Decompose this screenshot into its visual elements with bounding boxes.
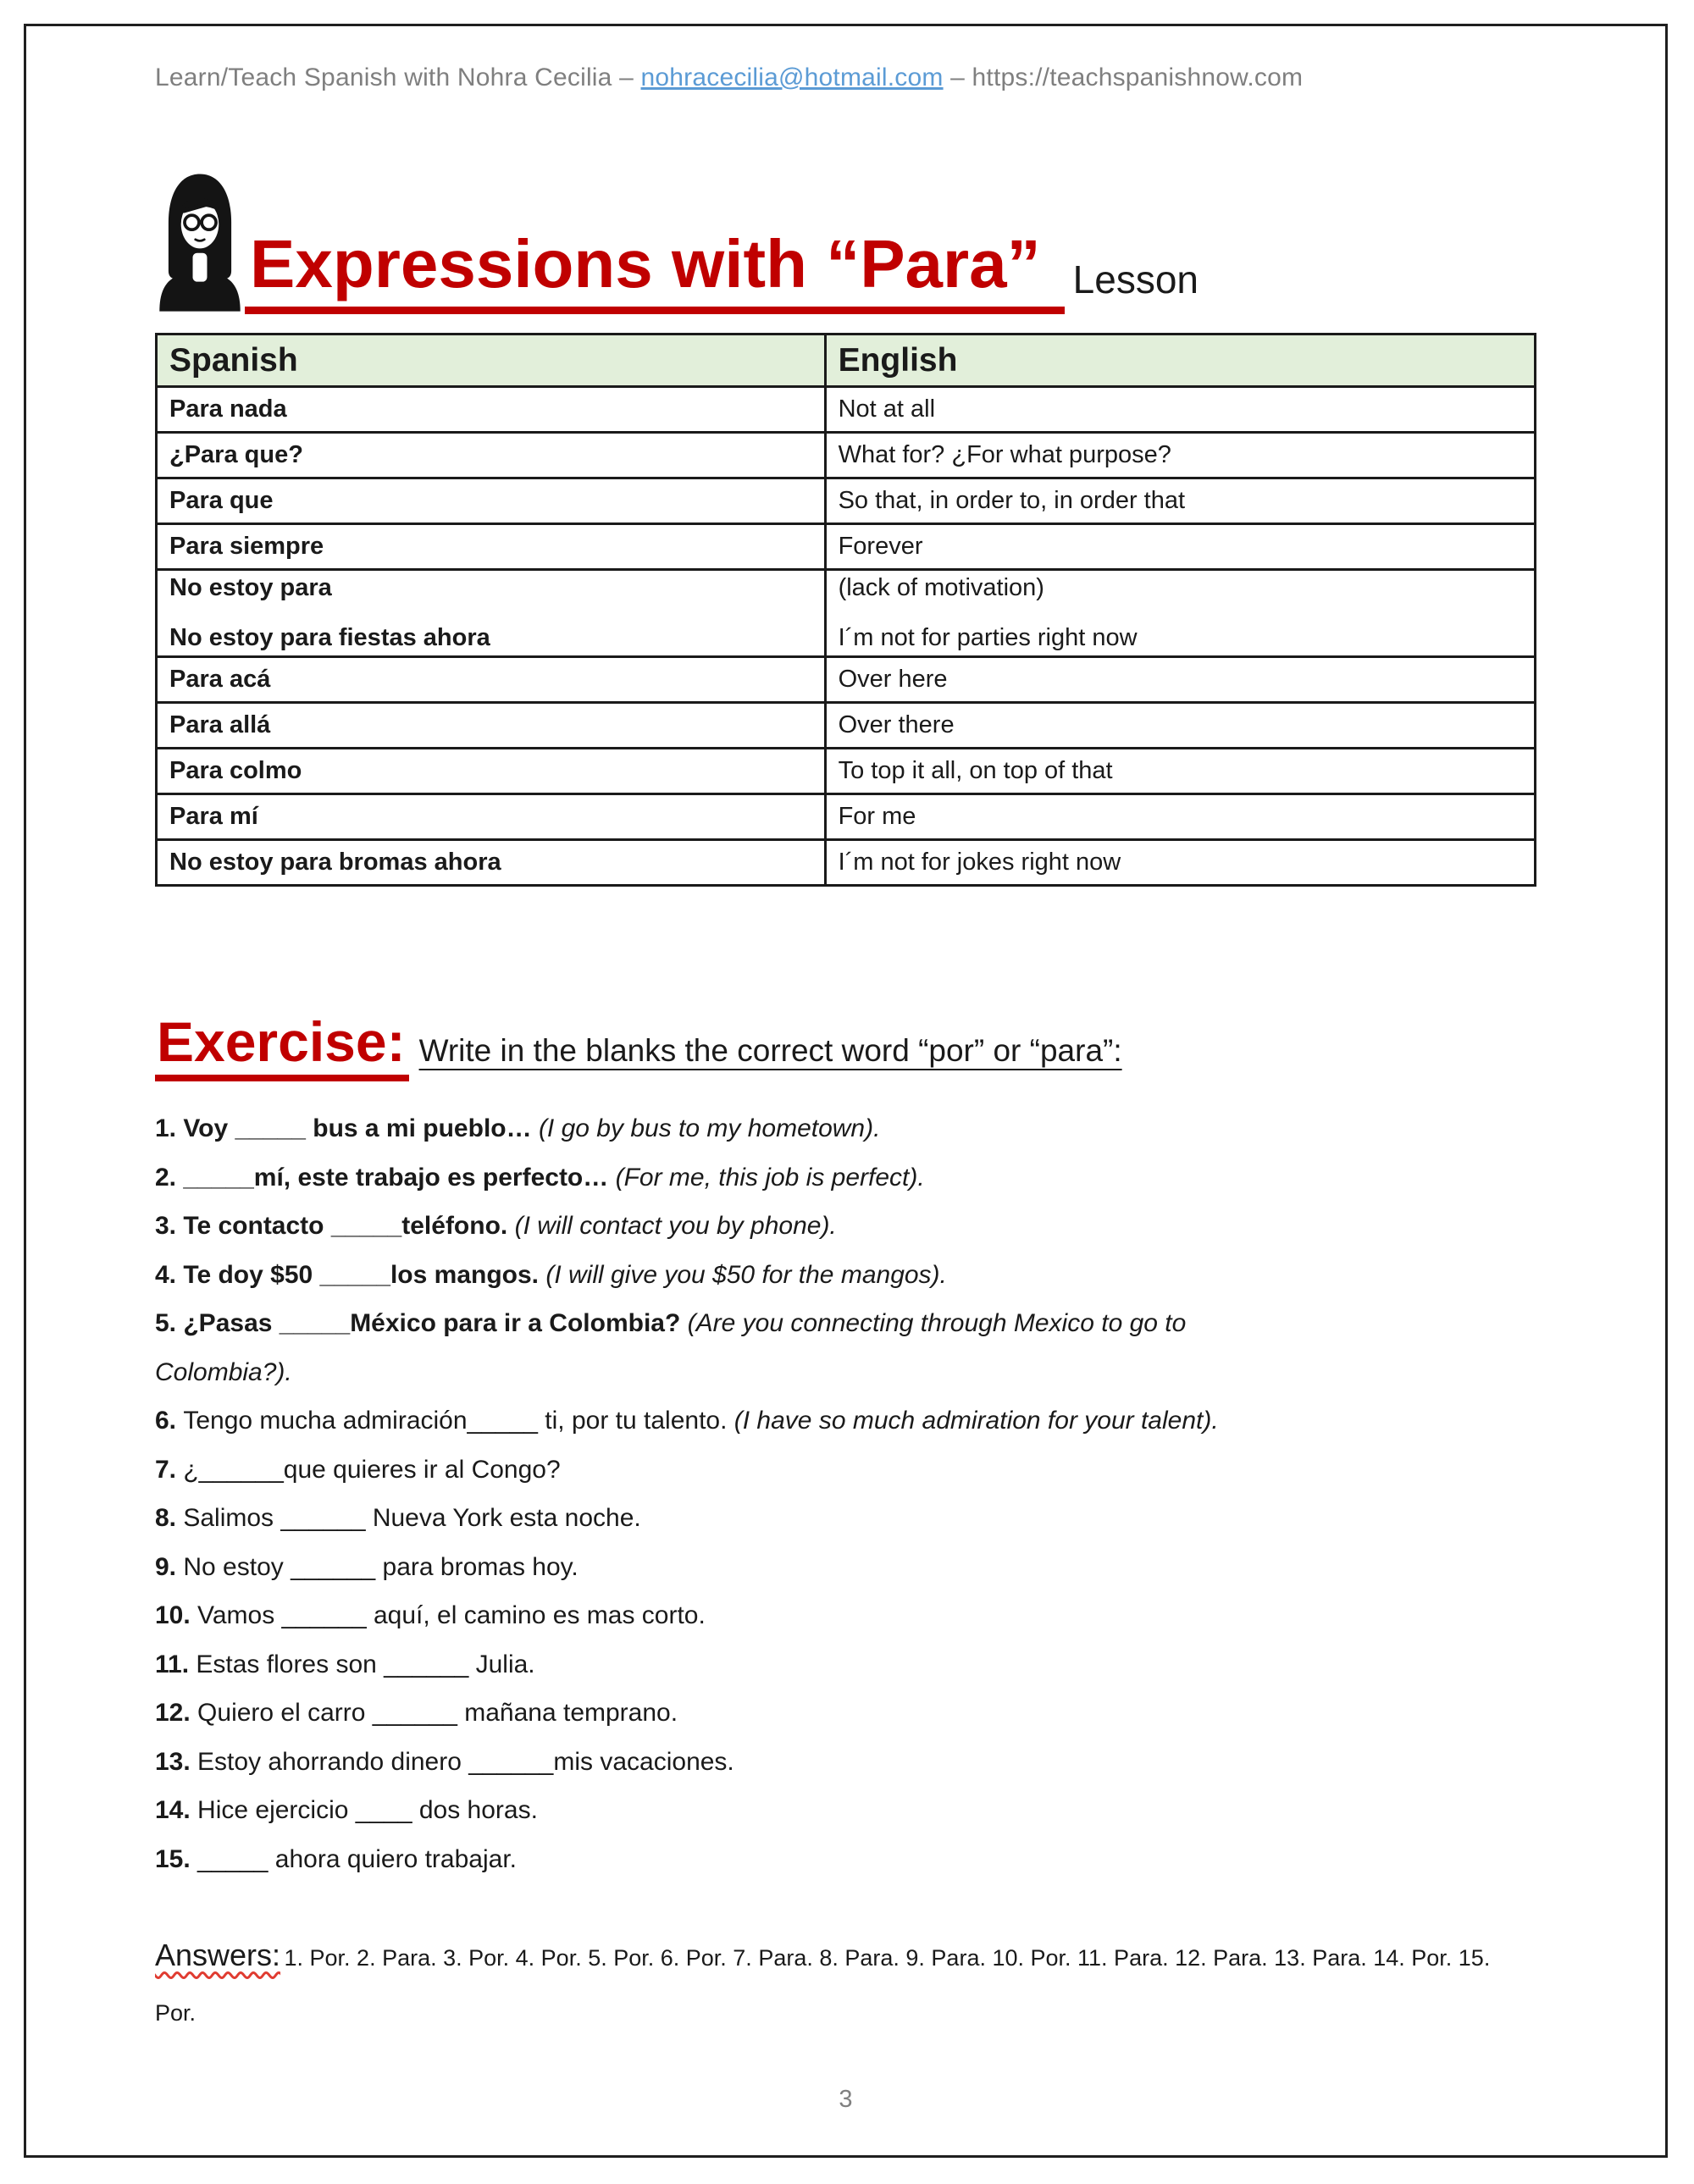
exercise-item-number: 11. bbox=[155, 1650, 197, 1678]
spanish-cell: Para que bbox=[157, 478, 826, 524]
exercise-item bbox=[155, 1310, 1536, 1337]
exercise-item bbox=[155, 1749, 1536, 1776]
page-title: Expressions with “Para” bbox=[245, 230, 1065, 314]
exercise-item-number: 15. bbox=[155, 1844, 198, 1873]
exercise-item-translation: (I will contact you by phone). bbox=[514, 1212, 837, 1240]
exercise-item bbox=[155, 1115, 1536, 1142]
document-header-line bbox=[155, 64, 1536, 92]
exercise-item-spanish: Hice ejercicio ____ dos horas. bbox=[197, 1796, 538, 1824]
english-cell: For me bbox=[825, 794, 1535, 840]
exercise-item-number: 7. bbox=[155, 1455, 184, 1484]
exercise-item-spanish: Te doy $50 _____los mangos. bbox=[183, 1260, 546, 1289]
table-row bbox=[157, 570, 1536, 657]
spanish-cell: Para colmo bbox=[157, 749, 826, 794]
exercise-item-spanish: _____ ahora quiero trabajar. bbox=[197, 1844, 517, 1873]
answers-section bbox=[155, 1921, 1536, 2039]
exercise-item-number: 14. bbox=[155, 1796, 198, 1824]
english-cell: What for? ¿For what purpose? bbox=[825, 433, 1535, 478]
exercise-item bbox=[155, 1505, 1536, 1532]
exercise-item-number: 12. bbox=[155, 1699, 198, 1727]
page-content bbox=[26, 64, 1665, 2039]
exercise-item-spanish: Tengo mucha admiración_____ ti, por tu talento. bbox=[183, 1407, 734, 1435]
answers-text: 1. Por. 2. Para. 3. Por. 4. Por. 5. Por. 6. Por. 7. Para. 8. Para. 9. Para. 10. Por. 11. Para. 12. Para. 13. Para. 14. Por. 15. Por. bbox=[155, 1945, 1491, 2026]
exercise-item bbox=[155, 1700, 1536, 1727]
table-row bbox=[157, 840, 1536, 886]
exercise-item-number: 1. bbox=[155, 1114, 184, 1142]
spanish-cell: Para mí bbox=[157, 794, 826, 840]
spanish-cell: Para nada bbox=[157, 387, 826, 433]
exercise-item-spanish: Salimos ______ Nueva York esta noche. bbox=[183, 1504, 641, 1532]
exercise-list bbox=[155, 1115, 1536, 1872]
page-frame bbox=[24, 24, 1668, 2158]
exercise-item-spanish: ¿Pasas _____México para ir a Colombia? bbox=[183, 1309, 688, 1337]
expressions-table-body bbox=[157, 387, 1536, 886]
spanish-cell: Para acá bbox=[157, 657, 826, 703]
spanish-cell: Para siempre bbox=[157, 524, 826, 570]
exercise-item-number: 3. bbox=[155, 1212, 184, 1240]
exercise-item bbox=[155, 1554, 1536, 1581]
exercise-item-number: 8. bbox=[155, 1504, 184, 1532]
column-header-english: English bbox=[825, 335, 1535, 387]
exercise-item bbox=[155, 1602, 1536, 1629]
table-header-row bbox=[157, 335, 1536, 387]
exercise-item-spanish: Te contacto _____teléfono. bbox=[183, 1212, 515, 1240]
exercise-item-spanish: Quiero el carro ______ mañana temprano. bbox=[197, 1699, 678, 1727]
spanish-cell: No estoy para bromas ahora bbox=[157, 840, 826, 886]
exercise-item-translation: (I go by bus to my hometown). bbox=[538, 1114, 881, 1142]
english-cell: Over here bbox=[825, 657, 1535, 703]
exercise-item bbox=[155, 1797, 1536, 1824]
spanish-cell: ¿Para que? bbox=[157, 433, 826, 478]
table-row bbox=[157, 794, 1536, 840]
exercise-item-translation: (For me, this job is perfect). bbox=[615, 1163, 925, 1192]
english-cell: Forever bbox=[825, 524, 1535, 570]
exercise-item bbox=[155, 1262, 1536, 1289]
exercise-item-number: 4. bbox=[155, 1260, 184, 1289]
exercise-item bbox=[155, 1457, 1536, 1484]
header-prefix: Learn/Teach Spanish with Nohra Cecilia – bbox=[155, 64, 641, 91]
exercise-item-translation: (I will give you $50 for the mangos). bbox=[545, 1260, 947, 1289]
spanish-cell: No estoy para No estoy para fiestas ahora bbox=[157, 570, 826, 657]
table-row bbox=[157, 749, 1536, 794]
english-cell: So that, in order to, in order that bbox=[825, 478, 1535, 524]
exercise-heading-row bbox=[155, 1010, 1536, 1081]
exercise-item-number: 5. bbox=[155, 1309, 184, 1337]
answers-label: Answers: bbox=[155, 1938, 281, 1972]
email-link[interactable]: nohracecilia@hotmail.com bbox=[640, 64, 944, 91]
table-row bbox=[157, 478, 1536, 524]
exercise-item bbox=[155, 1846, 1536, 1873]
exercise-item-spanish: No estoy ______ para bromas hoy. bbox=[183, 1552, 579, 1581]
exercise-item-spanish: Estas flores son ______ Julia. bbox=[196, 1650, 535, 1678]
english-cell: To top it all, on top of that bbox=[825, 749, 1535, 794]
exercise-item-spanish: Vamos ______ aquí, el camino es mas corto. bbox=[197, 1601, 706, 1629]
column-header-spanish: Spanish bbox=[157, 335, 826, 387]
exercise-item-number: 9. bbox=[155, 1552, 184, 1581]
table-row bbox=[157, 703, 1536, 749]
exercise-item-translation: (Are you connecting through Mexico to go to bbox=[687, 1309, 1187, 1337]
expressions-table bbox=[155, 333, 1536, 887]
table-row bbox=[157, 657, 1536, 703]
exercise-item-number: 10. bbox=[155, 1601, 198, 1629]
exercise-item-number: 6. bbox=[155, 1407, 184, 1435]
page-number: 3 bbox=[839, 2086, 853, 2113]
exercise-item-spanish: Voy _____ bus a mi pueblo… bbox=[183, 1114, 539, 1142]
exercise-item bbox=[155, 1407, 1536, 1435]
english-cell: Not at all bbox=[825, 387, 1535, 433]
exercise-item-continuation: Colombia?). bbox=[155, 1357, 292, 1386]
exercise-item-spanish: Estoy ahorrando dinero ______mis vacaciones. bbox=[197, 1747, 734, 1776]
table-row bbox=[157, 433, 1536, 478]
english-cell: (lack of motivation) I´m not for parties right now bbox=[825, 570, 1535, 657]
exercise-item bbox=[155, 1164, 1536, 1192]
exercise-instructions: Write in the blanks the correct word “por” or “para”: bbox=[418, 1033, 1122, 1068]
exercise-heading: Exercise: bbox=[155, 1014, 409, 1081]
exercise-item-translation: (I have so much admiration for your talent). bbox=[734, 1407, 1219, 1435]
english-cell: I´m not for jokes right now bbox=[825, 840, 1535, 886]
exercise-item-number: 13. bbox=[155, 1747, 198, 1776]
title-lesson-label: Lesson bbox=[1072, 257, 1199, 301]
teacher-avatar-icon bbox=[155, 170, 245, 314]
header-suffix: – https://teachspanishnow.com bbox=[943, 64, 1304, 91]
table-row bbox=[157, 387, 1536, 433]
exercise-item-spanish: ¿______que quieres ir al Congo? bbox=[183, 1455, 561, 1484]
exercise-item bbox=[155, 1651, 1536, 1678]
spanish-cell: Para allá bbox=[157, 703, 826, 749]
english-cell: Over there bbox=[825, 703, 1535, 749]
exercise-item-number: 2. bbox=[155, 1163, 184, 1192]
exercise-item bbox=[155, 1213, 1536, 1240]
table-row bbox=[157, 524, 1536, 570]
exercise-item-spanish: _____mí, este trabajo es perfecto… bbox=[183, 1163, 616, 1192]
title-row bbox=[155, 170, 1536, 314]
